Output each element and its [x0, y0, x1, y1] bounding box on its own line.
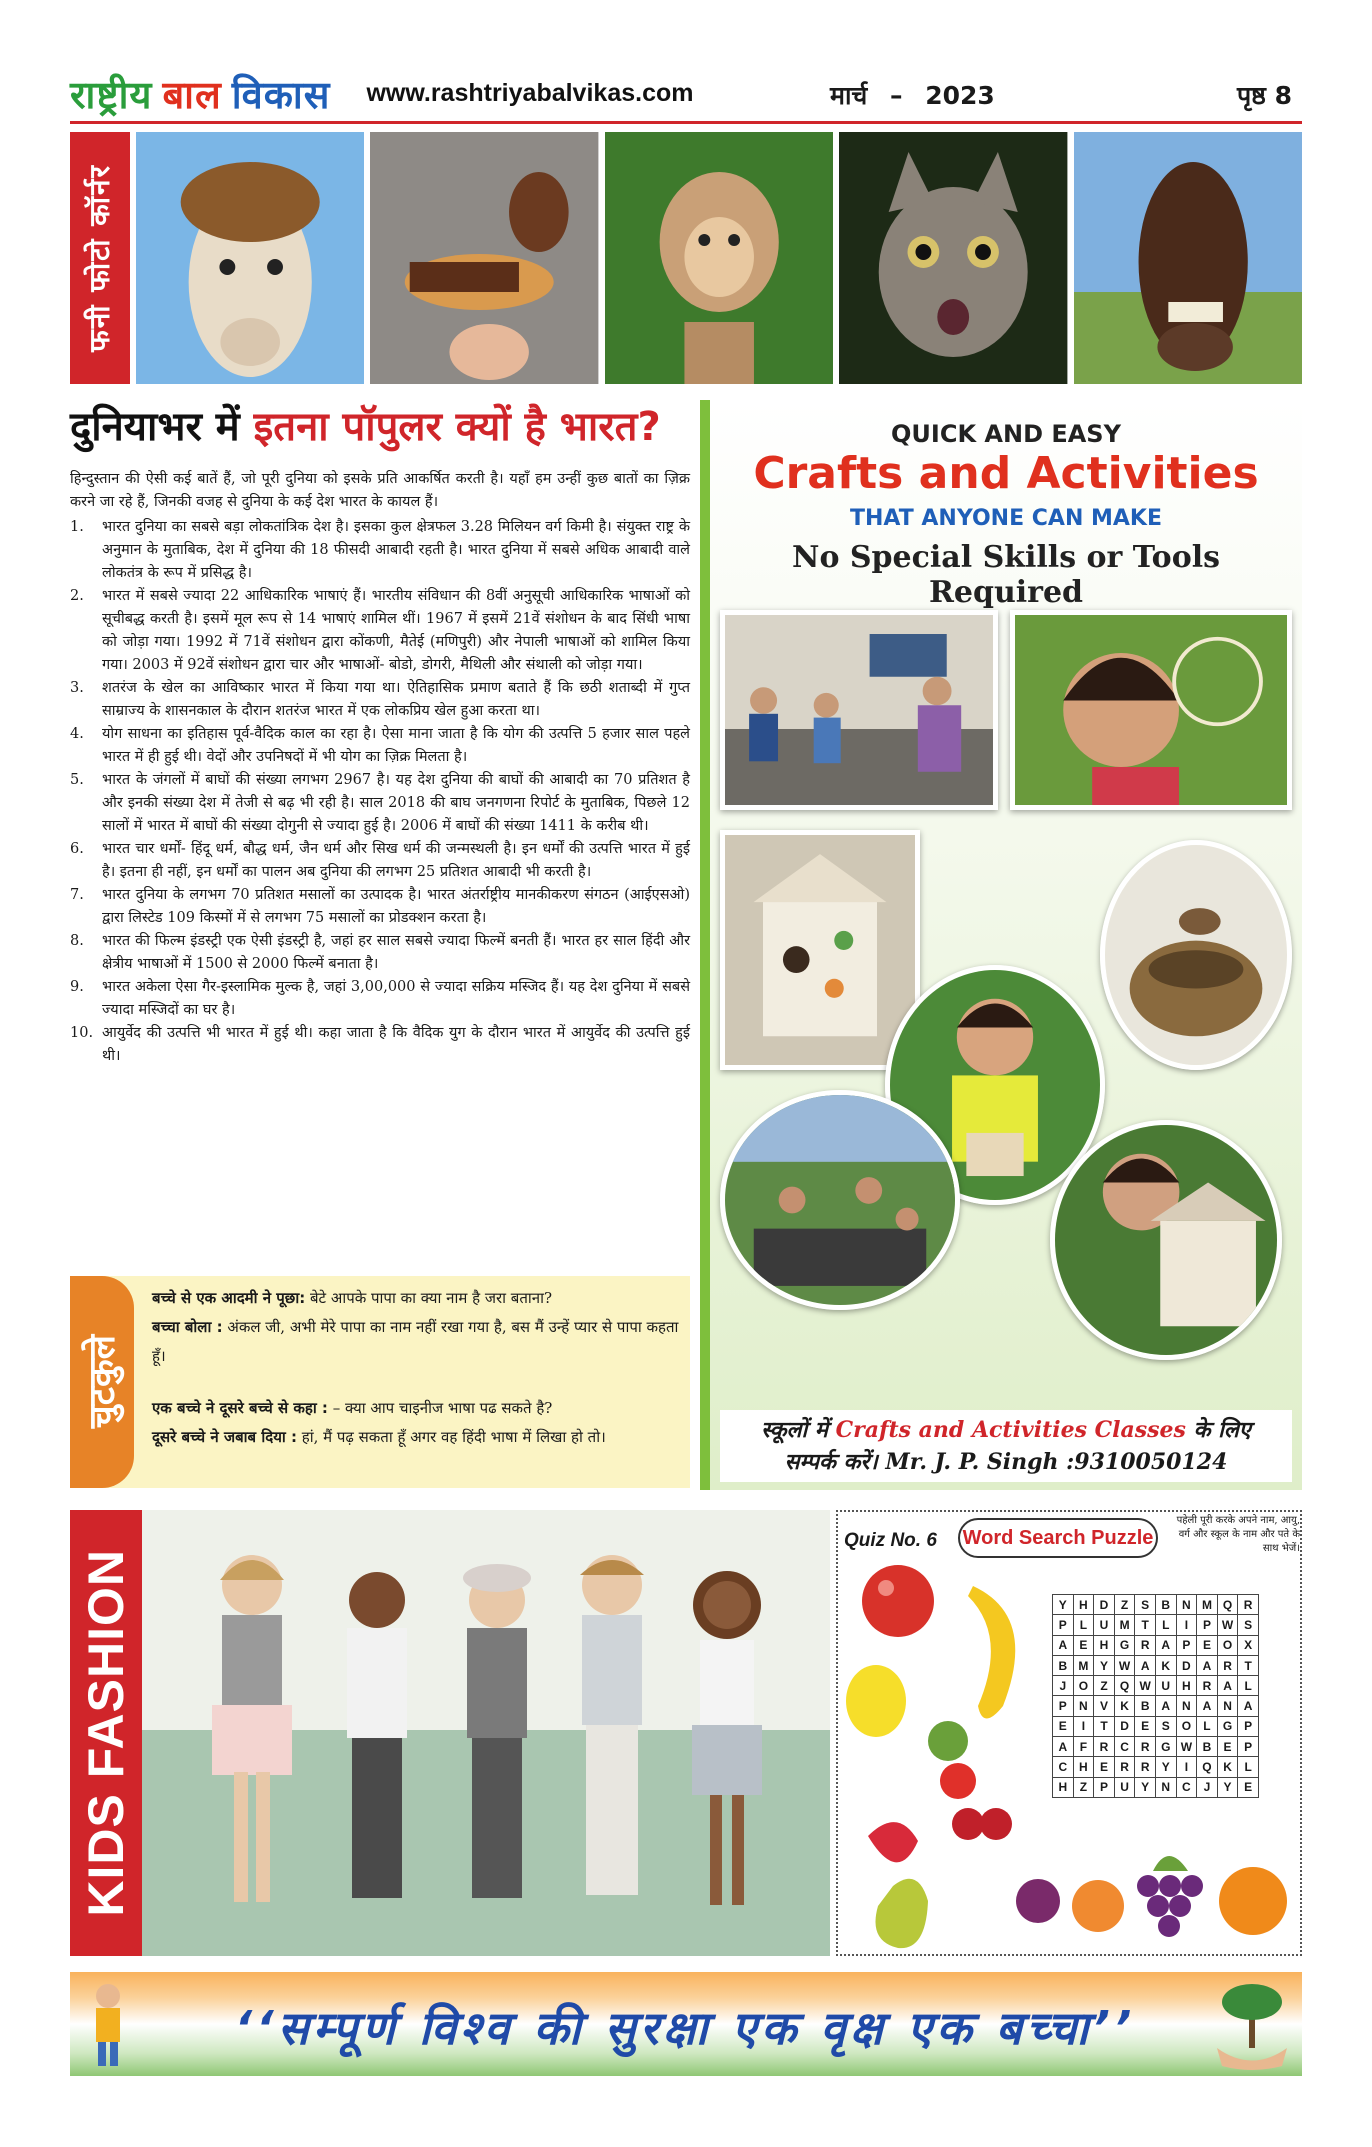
point-number: 7. [70, 887, 84, 903]
grid-cell: P [1053, 1696, 1074, 1716]
headline-part-2: इतना पॉपुलर क्यों है भारत? [253, 404, 661, 450]
ad-tagline: No Special Skills or Tools Required [792, 540, 1220, 610]
bird-nest-photo [1100, 840, 1292, 1070]
grid-cell: S [1155, 1716, 1176, 1736]
grid-cell: U [1155, 1676, 1176, 1696]
grid-row [1053, 1595, 1259, 1615]
grid-cell: N [1176, 1595, 1197, 1615]
ad-contact-line-2: सम्पर्क करें। Mr. J. P. Singh :9310050124 [784, 1449, 1228, 1475]
monkey-photo [605, 132, 833, 384]
grid-cell: P [1238, 1737, 1259, 1757]
joke-1-question-label: बच्चे से एक आदमी ने पूछा: [152, 1289, 306, 1307]
grid-cell: R [1135, 1737, 1156, 1757]
page-number [1237, 78, 1292, 112]
grid-cell: M [1197, 1595, 1218, 1615]
lemon-icon [846, 1665, 906, 1737]
grid-cell: P [1094, 1777, 1115, 1797]
dog-hotdog-photo [370, 132, 598, 384]
point-number: 6. [70, 841, 84, 857]
contact-highlight: Crafts and Activities Classes [835, 1417, 1186, 1443]
grid-cell: J [1197, 1777, 1218, 1797]
painted-birdhouse-photo [720, 830, 920, 1070]
grid-row [1053, 1777, 1259, 1797]
grid-row [1053, 1635, 1259, 1655]
logo-word-3: विकास [231, 72, 331, 117]
list-item [70, 723, 690, 769]
llama-photo [136, 132, 364, 384]
kids-fashion-photo [142, 1510, 830, 1956]
logo-word-1: राष्ट्रीय [70, 72, 153, 117]
issue-date [830, 78, 995, 112]
kids-fashion-label-tab [70, 1510, 142, 1956]
grid-cell: P [1053, 1615, 1074, 1635]
point-text: आयुर्वेद की उत्पत्ति भी भारत में हुई थी। कहा जाता है कि वैदिक युग के दौरान भारत में आयुर्वेद की उत्पत्ति हुई थी। [102, 1025, 690, 1064]
grid-cell: M [1114, 1615, 1135, 1635]
pear-icon [876, 1879, 929, 1948]
list-item [70, 930, 690, 976]
grid-cell: K [1155, 1655, 1176, 1675]
grid-row [1053, 1676, 1259, 1696]
joke-2 [152, 1394, 680, 1452]
contact-prefix: स्कूलों में [761, 1417, 836, 1443]
grid-cell: A [1155, 1696, 1176, 1716]
list-item [70, 976, 690, 1022]
quiz-title: Word Search Puzzle [958, 1518, 1158, 1558]
point-number: 3. [70, 680, 84, 696]
grid-row [1053, 1757, 1259, 1777]
point-text: भारत अकेला ऐसा गैर-इस्लामिक मुल्क है, जहां 3,00,000 से ज्यादा सक्रिय मस्जिद हैं। यह देश दुनिया में सबसे ज्यादा मस्जिदों का घर है। [102, 979, 690, 1018]
point-text: भारत दुनिया के लगभग 70 प्रतिशत मसालों का उत्पादक है। भारत अंतर्राष्ट्रीय मानकीकरण संगठन (आईएसओ) द्वारा लिस्टेड 109 किस्मों में से लगभग 75 मसालों का प्रोडक्शन करता है। [102, 887, 690, 926]
grid-cell: E [1073, 1635, 1094, 1655]
banana-icon [968, 1586, 1015, 1719]
grid-cell: R [1217, 1655, 1238, 1675]
grid-cell: A [1053, 1635, 1074, 1655]
grid-cell: E [1094, 1757, 1115, 1777]
grid-row [1053, 1716, 1259, 1736]
contact-suffix: के लिए [1185, 1417, 1251, 1443]
grid-cell: N [1176, 1696, 1197, 1716]
joke-1-question: बेटे आपके पापा का क्या नाम है जरा बताना? [305, 1289, 552, 1307]
grid-row [1053, 1696, 1259, 1716]
grid-cell: L [1155, 1615, 1176, 1635]
logo-word-2: बाल [162, 72, 222, 117]
grid-cell: Y [1135, 1777, 1156, 1797]
article-india-popular [70, 400, 690, 1270]
grid-cell: Q [1114, 1676, 1135, 1696]
page-number-value: 8 [1274, 81, 1292, 110]
boy-painting-birdhouse-photo [1050, 1120, 1282, 1360]
funny-corner-label-tab [70, 132, 130, 384]
grid-cell: K [1114, 1696, 1135, 1716]
girl-weaving-photo [1010, 610, 1292, 810]
grid-cell: E [1053, 1716, 1074, 1736]
grid-cell: B [1197, 1737, 1218, 1757]
grid-cell: U [1094, 1615, 1115, 1635]
grid-cell: Z [1073, 1777, 1094, 1797]
grid-cell: R [1135, 1757, 1156, 1777]
grid-cell: P [1238, 1716, 1259, 1736]
word-search-grid [1052, 1594, 1259, 1798]
joke-2-answer-label: दूसरे बच्चे ने जबाब दिया : [152, 1428, 298, 1446]
list-item [70, 884, 690, 930]
grid-cell: I [1073, 1716, 1094, 1736]
funny-photo-corner [70, 132, 1302, 384]
kids-fashion-section [70, 1510, 830, 1956]
grid-cell: A [1197, 1655, 1218, 1675]
list-item [70, 585, 690, 677]
headline-part-1: दुनियाभर में [70, 404, 254, 450]
point-text: भारत में सबसे ज्यादा 22 आधिकारिक भाषाएं हैं। भारतीय संविधान की 8वीं अनुसूची आधिकारिक भाषाओं को सूचीबद्ध करती है। इसमें मूल रूप से 14 भाषाएं शामिल थीं। 1967 में इसमें 21वें संशोधन के बाद सिंधी भाषा को जोड़ा गया। 1992 में 71वें संशोधन द्वारा कोंकणी, मैतेई (मणिपुरी) और नेपाली भाषाओं को शामिल किया गया। 2003 में 92वें संशोधन द्वारा चार और भाषाओं- बोडो, डोगरी, मैथिली और संथाली को जोड़ा गया। [102, 588, 690, 673]
grid-cell: G [1114, 1635, 1135, 1655]
joke-1-answer: अंकल जी, अभी मेरे पापा का नाम नहीं रखा गया है, बस मैं उन्हें प्यार से पापा कहता हूँ। [152, 1318, 679, 1365]
list-item [70, 838, 690, 884]
cat-photo [839, 132, 1067, 384]
grid-cell: C [1114, 1737, 1135, 1757]
date-separator: – [890, 81, 903, 110]
child-illustration-icon [78, 1978, 138, 2070]
grid-cell: V [1094, 1696, 1115, 1716]
point-text: भारत की फिल्म इंडस्ट्री एक ऐसी इंडस्ट्री है, जहां हर साल सबसे ज्यादा फिल्में बनती हैं। भारत हर साल हिंदी और क्षेत्रीय भाषाओं में 1500 से 2000 फिल्में बनाता है। [102, 933, 690, 972]
grid-cell: T [1238, 1655, 1259, 1675]
grid-cell: H [1094, 1635, 1115, 1655]
issue-year: 2023 [925, 81, 995, 110]
grid-cell: Y [1217, 1777, 1238, 1797]
slogan-text: ‘‘सम्पूर्ण विश्व की सुरक्षा एक वृक्ष एक बच्चा’’ [234, 2001, 1136, 2055]
point-number: 1. [70, 519, 84, 535]
grid-cell: S [1238, 1615, 1259, 1635]
grid-cell: M [1073, 1655, 1094, 1675]
grid-cell: T [1135, 1615, 1156, 1635]
grid-cell: Z [1114, 1595, 1135, 1615]
point-text: भारत चार धर्मों- हिंदू धर्म, बौद्ध धर्म, जैन धर्म और सिख धर्म की जन्मस्थली है। इन धर्मों की उत्पत्ति भारत में हुई है। इतना ही नहीं, इन धर्मों का पालन अब दुनिया की लगभग 25 प्रतिशत आबादी भी करती है। [102, 841, 690, 880]
horse-photo [1074, 132, 1302, 384]
grid-cell: Y [1094, 1655, 1115, 1675]
grid-cell: P [1176, 1635, 1197, 1655]
grid-cell: I [1176, 1757, 1197, 1777]
grid-cell: S [1135, 1595, 1156, 1615]
grid-cell: X [1238, 1635, 1259, 1655]
grid-cell: A [1053, 1737, 1074, 1757]
point-text: भारत दुनिया का सबसे बड़ा लोकतांत्रिक देश है। इसका कुल क्षेत्रफल 3.28 मिलियन वर्ग किमी है। संयुक्त राष्ट्र के अनुमान के मुताबिक, देश में दुनिया की 18 फीसदी आबादी रहती है। भारत दुनिया में सबसे अधिक आबादी वाले लोकतंत्र के रूप में प्रसिद्ध है। [102, 519, 690, 581]
grid-cell: G [1155, 1737, 1176, 1757]
grid-cell: W [1135, 1676, 1156, 1696]
orange-icon [1219, 1867, 1287, 1935]
grid-cell: E [1217, 1737, 1238, 1757]
peach-icon [1072, 1880, 1124, 1932]
grid-cell: R [1238, 1595, 1259, 1615]
list-item [70, 769, 690, 838]
grid-cell: R [1094, 1737, 1115, 1757]
grid-cell: W [1176, 1737, 1197, 1757]
grid-cell: P [1197, 1615, 1218, 1635]
grid-cell: L [1197, 1716, 1218, 1736]
grid-cell: Q [1217, 1595, 1238, 1615]
strawberry-icon [868, 1822, 918, 1862]
grid-cell: R [1135, 1635, 1156, 1655]
ad-contact-box [720, 1410, 1292, 1482]
grid-row [1053, 1737, 1259, 1757]
grid-cell: W [1217, 1615, 1238, 1635]
ad-quick-label: QUICK AND EASY [891, 420, 1121, 448]
grid-cell: R [1114, 1757, 1135, 1777]
grid-cell: O [1176, 1716, 1197, 1736]
grid-cell: O [1073, 1676, 1094, 1696]
grid-cell: N [1155, 1777, 1176, 1797]
plum-icon [1016, 1879, 1060, 1923]
ad-title: Crafts and Activities [753, 448, 1259, 499]
grid-cell: N [1217, 1696, 1238, 1716]
joke-2-question: – क्या आप चाइनीज भाषा पढ सकते है? [327, 1399, 553, 1417]
tree-in-hands-icon [1212, 1978, 1292, 2070]
grid-cell: W [1114, 1655, 1135, 1675]
grid-cell: Q [1197, 1757, 1218, 1777]
park-family-craft-photo [720, 1090, 960, 1310]
cherry-icon [980, 1808, 1012, 1840]
word-search-quiz [836, 1510, 1302, 1956]
grid-row [1053, 1655, 1259, 1675]
article-headline [70, 400, 690, 454]
point-text: योग साधना का इतिहास पूर्व-वैदिक काल का रहा है। ऐसा माना जाता है कि योग की उत्पत्ति 5 हजार साल पहले भारत में ही हुई थी। वेदों और उपनिषदों में भी योग का ज़िक्र मिलता है। [102, 726, 690, 765]
grid-cell: L [1238, 1757, 1259, 1777]
kids-fashion-label: KIDS FASHION [78, 1549, 134, 1917]
point-number: 2. [70, 588, 84, 604]
grid-cell: A [1217, 1676, 1238, 1696]
point-text: शतरंज के खेल का आविष्कार भारत में किया गया था। ऐतिहासिक प्रमाण बताते हैं कि छठी शताब्दी में गुप्त साम्राज्य के शासनकाल के दौरान शतरंज भारत में एक लोकप्रिय खेल हुआ करता था। [102, 680, 690, 719]
issue-month: मार्च [830, 81, 868, 110]
quiz-number: Quiz No. 6 [844, 1530, 937, 1551]
grid-cell: U [1114, 1777, 1135, 1797]
grid-cell: B [1135, 1696, 1156, 1716]
ad-contact-line-1 [720, 1414, 1292, 1446]
jokes-box [70, 1276, 690, 1488]
grid-cell: D [1094, 1595, 1115, 1615]
grid-cell: I [1176, 1615, 1197, 1635]
page-label: पृष्ठ [1236, 81, 1266, 110]
grid-cell: C [1053, 1757, 1074, 1777]
grid-cell: H [1073, 1595, 1094, 1615]
grid-cell: A [1155, 1635, 1176, 1655]
website-link[interactable]: www.rashtriyabalvikas.com [366, 79, 694, 107]
grid-cell: H [1053, 1777, 1074, 1797]
grid-cell: N [1073, 1696, 1094, 1716]
grid-cell: L [1073, 1615, 1094, 1635]
joke-2-answer: हां, मैं पढ़ सकता हूँ अगर वह हिंदी भाषा में लिखा हो तो। [297, 1428, 606, 1446]
list-item [70, 1022, 690, 1068]
grid-cell: E [1238, 1777, 1259, 1797]
point-number: 9. [70, 979, 84, 995]
joke-2-question-label: एक बच्चे ने दूसरे बच्चे से कहा : [152, 1399, 328, 1417]
point-text: भारत के जंगलों में बाघों की संख्या लगभग 2967 है। यह देश दुनिया की बाघों की आबादी का 70 प्रतिशत है और इनकी संख्या देश में तेजी से बढ़ भी रही है। साल 2018 की बाघ जनगणना रिपोर्ट के मुताबिक, पिछले 12 सालों में भारत में बाघों की संख्या दोगुनी से ज्यादा हुई है। 2006 में बाघों की संख्या 1411 के करीब थी। [102, 772, 690, 834]
grid-cell: A [1238, 1696, 1259, 1716]
grid-cell: B [1053, 1655, 1074, 1675]
grid-row [1053, 1615, 1259, 1635]
apple-icon [928, 1721, 968, 1761]
grid-cell: A [1135, 1655, 1156, 1675]
grid-cell: R [1197, 1676, 1218, 1696]
grid-cell: B [1155, 1595, 1176, 1615]
craft-class-photo [720, 610, 998, 810]
grid-cell: E [1197, 1635, 1218, 1655]
grid-cell: G [1217, 1716, 1238, 1736]
grid-cell: T [1094, 1716, 1115, 1736]
newspaper-logo [70, 68, 330, 120]
grid-cell: H [1176, 1676, 1197, 1696]
grid-cell: F [1073, 1737, 1094, 1757]
joke-1 [152, 1284, 680, 1371]
grid-cell: D [1114, 1716, 1135, 1736]
jokes-label-tab [70, 1276, 134, 1488]
masthead [70, 66, 1302, 124]
joke-1-answer-label: बच्चा बोला : [152, 1318, 223, 1336]
jokes-label: चुटकुले [81, 1335, 123, 1429]
grid-cell: Y [1155, 1757, 1176, 1777]
grid-cell: C [1176, 1777, 1197, 1797]
grid-cell: K [1217, 1757, 1238, 1777]
grid-cell: H [1073, 1757, 1094, 1777]
point-number: 10. [70, 1025, 94, 1041]
article-points [70, 516, 690, 1068]
grid-cell: Y [1053, 1595, 1074, 1615]
grid-cell: Z [1094, 1676, 1115, 1696]
grid-cell: J [1053, 1676, 1074, 1696]
article-intro: हिन्दुस्तान की ऐसी कई बातें हैं, जो पूरी दुनिया को इसके प्रति आकर्षित करती है। यहाँ हम उन्हीं कुछ बातों का ज़िक्र करने जा रहे हैं, जिनकी वजह से दुनिया के कई देश भारत के कायल हैं। [70, 471, 690, 510]
grapes-icon [1137, 1856, 1203, 1937]
crafts-activities-ad [700, 400, 1302, 1490]
point-number: 8. [70, 933, 84, 949]
list-item [70, 677, 690, 723]
slogan-banner [70, 1972, 1302, 2076]
grid-cell: E [1135, 1716, 1156, 1736]
point-number: 4. [70, 726, 84, 742]
grid-cell: O [1217, 1635, 1238, 1655]
ad-subtitle: THAT ANYONE CAN MAKE [849, 506, 1163, 531]
funny-corner-label: फनी फोटो कॉर्नर [83, 164, 116, 352]
grid-cell: A [1197, 1696, 1218, 1716]
list-item [70, 516, 690, 585]
grid-cell: D [1176, 1655, 1197, 1675]
grid-cell: L [1238, 1676, 1259, 1696]
quiz-instructions: पहेली पूरी करके अपने नाम, आयु, वर्ग और स्कूल के नाम और पते के साथ भेजें। [1176, 1515, 1300, 1554]
point-number: 5. [70, 772, 84, 788]
